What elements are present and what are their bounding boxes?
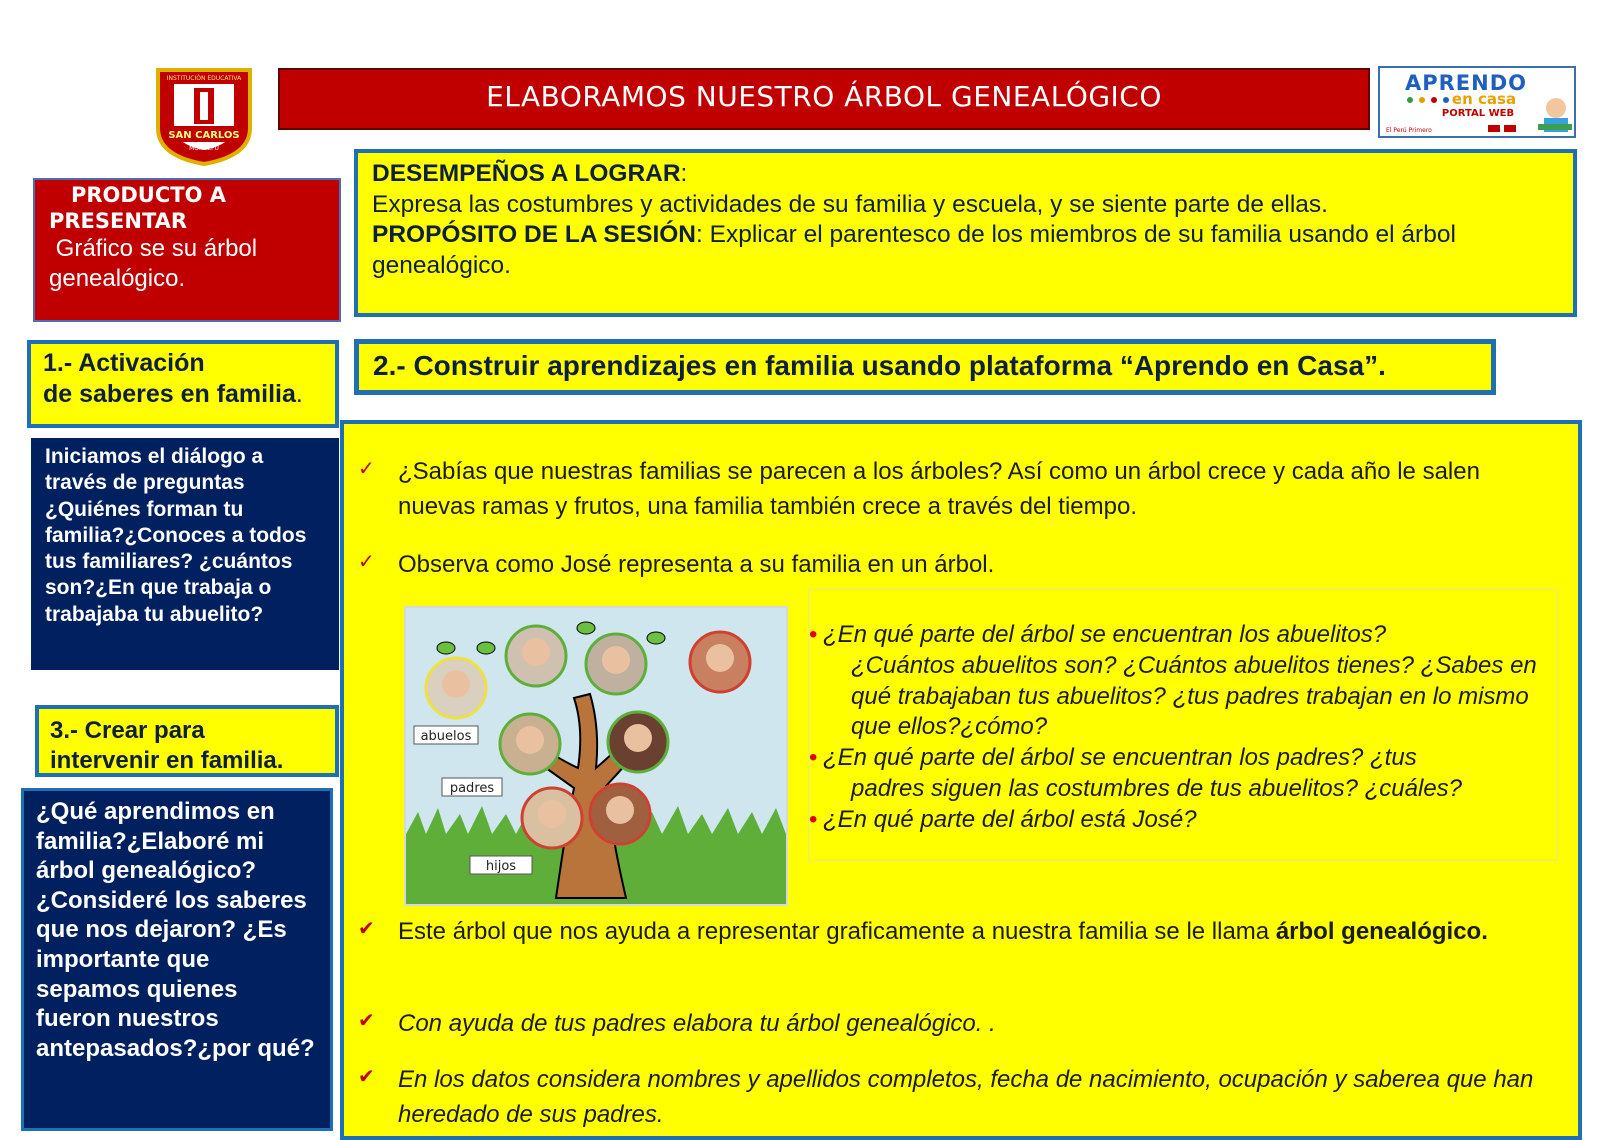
purpose-text: : Explicar el parentesco de los miembros de su familia usando el árbol genealógico.	[372, 221, 1456, 279]
product-body-text: Gráfico se su árbol genealógico.	[49, 235, 258, 292]
bullet3-bold: árbol genealógico.	[1275, 918, 1488, 945]
bullet3-text	[398, 914, 1558, 949]
check-icon: ✔	[358, 1066, 375, 1088]
tree-label-children: hijos	[485, 859, 517, 874]
product-title-text: PRODUCTO A PRESENTAR	[49, 183, 226, 233]
aprendo-footer: El Perú Primero	[1386, 127, 1432, 134]
list-item	[358, 914, 1558, 949]
school-logo	[152, 66, 256, 166]
product-body	[49, 234, 325, 294]
bullet3-plain: Este árbol que nos ayuda a representar graficamente a nuestra familia se le llama	[398, 918, 1276, 945]
aprendo-line2: en casa	[1451, 90, 1517, 108]
list-item	[358, 454, 1558, 524]
family-tree-image	[404, 606, 788, 906]
bullet5-text: En los datos considera nombres y apellidos completos, fecha de nacimiento, ocupación y saberea que han heredado de sus padres.	[398, 1066, 1534, 1128]
aprendo-en-casa-logo	[1378, 66, 1576, 138]
activation-box	[27, 340, 339, 428]
questions-box	[808, 589, 1558, 861]
question-item	[809, 620, 1557, 743]
question2-first: ¿En qué parte del árbol se encuentran los padres? ¿tus	[823, 744, 1417, 772]
crest-school-name: SAN CARLOS	[168, 130, 240, 141]
question-item	[809, 743, 1557, 805]
school-crest-icon	[152, 66, 256, 166]
section2-title: 2.- Construir aprendizajes en familia usando plataforma “Aprendo en Casa”.	[354, 339, 1496, 395]
bullet-dot-icon: •	[809, 744, 818, 772]
check-icon: ✓	[358, 458, 375, 480]
product-box	[33, 178, 341, 322]
create-box	[35, 705, 339, 777]
crest-top-text: INSTITUCIÓN EDUCATIVA	[166, 75, 242, 82]
bullet-dot-icon: •	[809, 805, 818, 833]
question1-first: ¿En qué parte del árbol se encuentran los abuelitos?	[823, 621, 1387, 648]
product-title	[49, 182, 325, 234]
purpose-label: PROPÓSITO DE LA SESIÓN	[372, 221, 697, 248]
question2-rest: padres siguen las costumbres de tus abuelitos? ¿cuáles?	[851, 774, 1463, 802]
performance-text: Expresa las costumbres y actividades de su familia y escuela, y se siente parte de ellas.	[372, 190, 1328, 218]
list-item	[358, 547, 1558, 582]
crest-town: MONSEFÚ	[189, 145, 219, 152]
list-item	[358, 1062, 1558, 1128]
bullet-dot-icon: •	[809, 621, 818, 648]
create-line1: 3.- Crear para	[50, 717, 205, 744]
bullet4-text: Con ayuda de tus padres elabora tu árbol genealógico. .	[398, 1010, 996, 1037]
tree-label-parents: padres	[449, 781, 495, 796]
activation-line1: 1.- Activación	[43, 349, 205, 377]
question-item	[809, 805, 1557, 836]
bullet2-text: Observa como José representa a su familia en un árbol.	[398, 551, 995, 578]
create-line2: intervenir en familia.	[50, 747, 284, 774]
tree-label-grandparents: abuelos	[420, 729, 472, 744]
performance-box: DESEMPEÑOS A LOGRAR: Expresa las costumbres y actividades de su familia y escuela, y se siente parte de ellas. PROPÓSITO DE LA SESIÓN: Explicar el parentesco de los miembros de su familia usando el árbol genealógico.	[354, 149, 1577, 317]
aprendo-line1: APRENDO	[1404, 71, 1528, 95]
reflection-box: ¿Qué aprendimos en familia?¿Elaboré mi árbol genealógico? ¿Consideré los saberes que nos dejaron? ¿Es importante que sepamos quienes fueron nuestros antepasados?¿por qué?	[21, 788, 333, 1131]
bullet1-text: ¿Sabías que nuestras familias se parecen a los árboles? Así como un árbol crece y cada año le salen nuevas ramas y frutos, una familia también crece a través del tiempo.	[398, 458, 1480, 520]
initial-dialog-box: Iniciamos el diálogo a través de preguntas ¿Quiénes forman tu familia?¿Conoces a todos tus familiares? ¿cuántos son?¿En que trabaja o trabajaba tu abuelito?	[31, 438, 339, 670]
check-icon: ✓	[358, 551, 375, 573]
question3: ¿En qué parte del árbol está José?	[823, 805, 1197, 833]
check-icon: ✔	[358, 918, 375, 940]
check-icon: ✔	[358, 1010, 375, 1032]
activation-line2: de saberes en familia	[43, 380, 296, 408]
question1-rest: ¿Cuántos abuelitos son? ¿Cuántos abuelitos tienes? ¿Sabes en qué trabajaban tus abuelitos? ¿tus padres trabajan en lo mismo que ellos?¿cómo?	[851, 651, 1537, 741]
activation-suffix: .	[295, 380, 303, 408]
page-title: ELABORAMOS NUESTRO ÁRBOL GENEALÓGICO	[278, 68, 1370, 130]
aprendo-line3: PORTAL WEB	[1441, 108, 1515, 119]
performance-label: DESEMPEÑOS A LOGRAR	[372, 160, 681, 187]
list-item	[358, 1006, 1558, 1041]
